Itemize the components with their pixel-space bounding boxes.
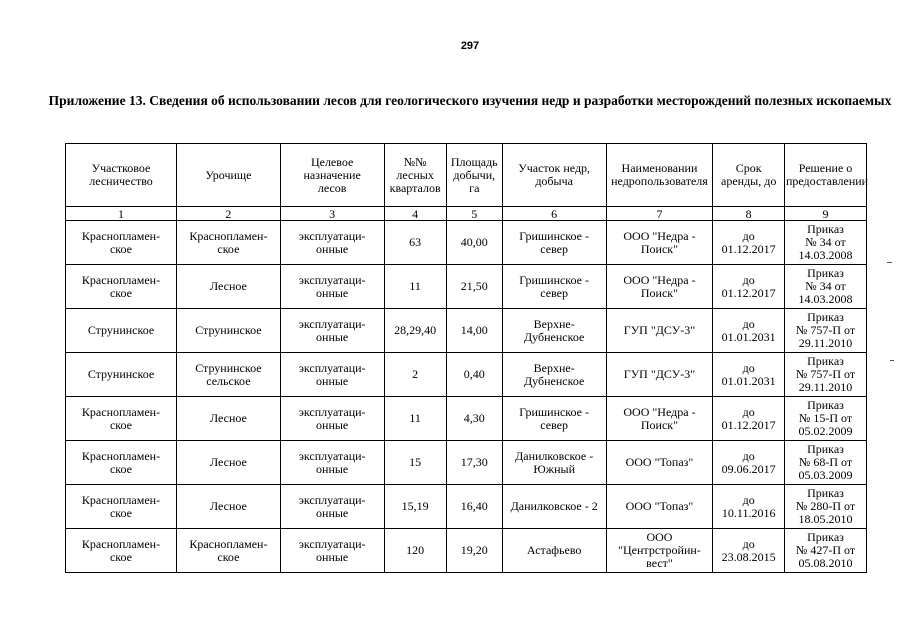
- table-cell: до 01.12.2017: [713, 221, 785, 265]
- header-row: [66, 144, 867, 207]
- table-cell: Струнинское: [66, 309, 177, 353]
- column-number: 9: [784, 207, 866, 221]
- table-cell: Данилковское - Южный: [502, 441, 606, 485]
- table-cell: до 09.06.2017: [713, 441, 785, 485]
- table-cell: ООО "Центрстройин- вест": [606, 529, 713, 573]
- table-cell: до 10.11.2016: [713, 485, 785, 529]
- column-number: 8: [713, 207, 785, 221]
- header-cell: Участок недр, добыча: [502, 144, 606, 207]
- table-cell: 63: [384, 221, 446, 265]
- header-cell: Участковое лесничество: [66, 144, 177, 207]
- header-cell: Площадь добычи, га: [446, 144, 502, 207]
- table-cell: до 01.01.2031: [713, 353, 785, 397]
- table-cell: Гришинское - север: [502, 265, 606, 309]
- forest-use-table: [65, 143, 867, 573]
- table-cell: Струнинское: [66, 353, 177, 397]
- table-cell: 2: [384, 353, 446, 397]
- column-number: 3: [280, 207, 384, 221]
- table-cell: Гришинское - север: [502, 397, 606, 441]
- table-cell: 14,00: [446, 309, 502, 353]
- table-cell: ГУП "ДСУ-3": [606, 353, 713, 397]
- header-cell: Наименовании недропользователя: [606, 144, 713, 207]
- table-cell: Краснопламен- ское: [66, 265, 177, 309]
- table-cell: 19,20: [446, 529, 502, 573]
- table-cell: 17,30: [446, 441, 502, 485]
- table-row: [66, 441, 867, 485]
- table-cell: эксплуатаци- онные: [280, 441, 384, 485]
- table-cell: Лесное: [177, 485, 281, 529]
- table-cell: Верхне- Дубненское: [502, 353, 606, 397]
- table-row: [66, 485, 867, 529]
- table-cell: Струнинское: [177, 309, 281, 353]
- table-cell: эксплуатаци- онные: [280, 485, 384, 529]
- table-cell: ООО "Недра - Поиск": [606, 221, 713, 265]
- table-cell: Краснопламен- ское: [66, 397, 177, 441]
- table-cell: эксплуатаци- онные: [280, 265, 384, 309]
- table-cell: Краснопламен- ское: [66, 441, 177, 485]
- table-row: [66, 397, 867, 441]
- table-cell: 0,40: [446, 353, 502, 397]
- table-cell: 11: [384, 397, 446, 441]
- table-row: [66, 529, 867, 573]
- table-cell: 15,19: [384, 485, 446, 529]
- header-cell: Целевое назначение лесов: [280, 144, 384, 207]
- table-cell: Лесное: [177, 397, 281, 441]
- table-cell: 40,00: [446, 221, 502, 265]
- table-cell: до 01.12.2017: [713, 397, 785, 441]
- table-cell: до 01.01.2031: [713, 309, 785, 353]
- header-cell: №№ лесных кварталов: [384, 144, 446, 207]
- table-cell: Приказ № 34 от 14.03.2008: [784, 265, 866, 309]
- table-cell: Данилковское - 2: [502, 485, 606, 529]
- table-row: [66, 353, 867, 397]
- table-cell: Лесное: [177, 265, 281, 309]
- page-title: Приложение 13. Сведения об использовании лесов для геологического изучения недр и разработки месторождений полезных ископаемых: [48, 93, 892, 108]
- scan-mark: [887, 262, 892, 263]
- table-cell: Краснопламен- ское: [66, 221, 177, 265]
- table-cell: 16,40: [446, 485, 502, 529]
- table-cell: эксплуатаци- онные: [280, 309, 384, 353]
- table-cell: эксплуатаци- онные: [280, 221, 384, 265]
- table-cell: Гришинское - север: [502, 221, 606, 265]
- table-cell: ГУП "ДСУ-3": [606, 309, 713, 353]
- table-cell: 21,50: [446, 265, 502, 309]
- table-cell: Краснопламен- ское: [66, 529, 177, 573]
- table-cell: Приказ № 757-П от 29.11.2010: [784, 309, 866, 353]
- table-cell: Краснопламен- ское: [66, 485, 177, 529]
- column-number: 5: [446, 207, 502, 221]
- header-cell: Срок аренды, до: [713, 144, 785, 207]
- table-cell: 11: [384, 265, 446, 309]
- column-number-row: [66, 207, 867, 221]
- table-cell: Приказ № 34 от 14.03.2008: [784, 221, 866, 265]
- table-cell: Лесное: [177, 441, 281, 485]
- table-cell: 28,29,40: [384, 309, 446, 353]
- table-row: [66, 221, 867, 265]
- table-cell: 4,30: [446, 397, 502, 441]
- column-number: 4: [384, 207, 446, 221]
- table-cell: Приказ № 757-П от 29.11.2010: [784, 353, 866, 397]
- table-row: [66, 265, 867, 309]
- column-number: 2: [177, 207, 281, 221]
- table-cell: Приказ № 427-П от 05.08.2010: [784, 529, 866, 573]
- header-cell: Решение о предоставлении: [784, 144, 866, 207]
- table-cell: Приказ № 280-П от 18.05.2010: [784, 485, 866, 529]
- table-cell: ООО "Топаз": [606, 441, 713, 485]
- scan-mark: [890, 360, 894, 361]
- table-cell: эксплуатаци- онные: [280, 397, 384, 441]
- table-row: [66, 309, 867, 353]
- header-cell: Урочище: [177, 144, 281, 207]
- table-cell: ООО "Недра - Поиск": [606, 265, 713, 309]
- table-cell: эксплуатаци- онные: [280, 353, 384, 397]
- table-cell: Верхне- Дубненское: [502, 309, 606, 353]
- page-number: 297: [460, 40, 480, 52]
- table-cell: эксплуатаци- онные: [280, 529, 384, 573]
- table-cell: 15: [384, 441, 446, 485]
- table-cell: Краснопламен- ское: [177, 221, 281, 265]
- table-cell: ООО "Недра - Поиск": [606, 397, 713, 441]
- table-cell: Приказ № 15-П от 05.02.2009: [784, 397, 866, 441]
- table-cell: Струнинское сельское: [177, 353, 281, 397]
- table-cell: Краснопламен- ское: [177, 529, 281, 573]
- table-cell: 120: [384, 529, 446, 573]
- table-body: [66, 221, 867, 573]
- table-cell: Астафьево: [502, 529, 606, 573]
- table-cell: до 23.08.2015: [713, 529, 785, 573]
- table-cell: ООО "Топаз": [606, 485, 713, 529]
- column-number: 7: [606, 207, 713, 221]
- column-number: 1: [66, 207, 177, 221]
- column-number: 6: [502, 207, 606, 221]
- table-cell: до 01.12.2017: [713, 265, 785, 309]
- table-cell: Приказ № 68-П от 05.03.2009: [784, 441, 866, 485]
